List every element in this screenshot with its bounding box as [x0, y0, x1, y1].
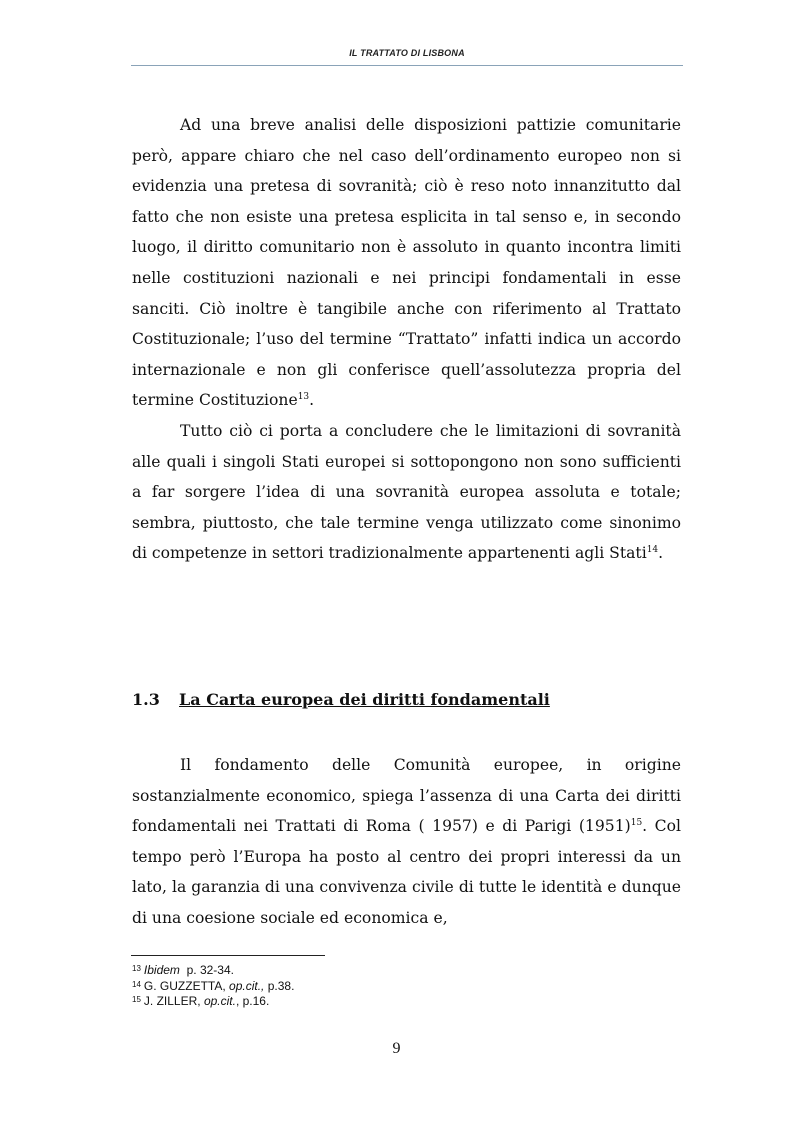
footnote-number: 15 — [132, 995, 141, 1004]
footnote-text: G. GUZZETTA, — [143, 978, 230, 993]
paragraph-text: Ad una breve analisi delle disposizioni pattizie comunitarie però, appare chiaro che nel caso dell’ordinamento europeo non si evidenzia una pretesa di sovranità; ciò è reso noto innanzitutto dal fatto che non esiste una pretesa esplicita in tal senso e, in secondo luogo, il diritto comunitario non è assoluto in quanto incontra limiti nelle costituzioni nazionali e nei principi fondamentali in esse sanciti. Ciò inoltre è tangibile anche con riferimento al Trattato Costituzionale; l’uso del termine “Trattato” infatti indica un accordo internazionale e non gli conferisce quell’assolutezza propria del termine Costituzione — [132, 116, 681, 410]
section-title: La Carta europea dei diritti fondamentali — [179, 690, 550, 709]
page-number: 9 — [392, 1040, 401, 1057]
footnote-italic: op.cit. — [203, 994, 236, 1008]
paragraph: Tutto ciò ci porta a concludere che le limitazioni di sovranità alle quali i singoli Stati europei si sottopongono non sono sufficienti a far sorgere l’idea di una sovranità europea assoluta e totale; sembra, piuttosto, che tale termine venga utilizzato come sinonimo di competenze in settori tradizionalmente appartenenti agli Stati$^{14}$. — [132, 421, 681, 563]
footnote — [132, 962, 681, 978]
section-heading — [132, 690, 681, 709]
footnote-separator — [131, 955, 325, 956]
running-header-title: IL TRATTATO DI LISBONA — [349, 48, 465, 58]
footnote-text: , p.16. — [235, 994, 270, 1008]
body-text-block — [132, 750, 681, 934]
footnote-text: p.38. — [264, 978, 295, 993]
paragraph-text: Tutto ciò ci porta a concludere che le limitazioni di sovranità alle quali i singoli Stati europei si sottopongono non sono sufficienti a far sorgere l’idea di una sovranità europea assoluta e totale; sembra, piuttosto, che tale termine venga utilizzato come sinonimo di competenze in settori tradizionalmente appartenenti agli Stati — [132, 421, 681, 563]
footnote-text: J. ZILLER, — [143, 994, 204, 1008]
footnote-italic: op.cit., — [229, 978, 265, 993]
paragraph-text: Il fondamento delle Comunità europee, in origine sostanzialmente economico, spiega l’assenza di una Carta dei diritti fondamentali nei Trattati di Roma ( 1957) e di Parigi (1951) — [132, 756, 681, 836]
footnote — [132, 993, 681, 1009]
footnote-italic: Ibidem — [143, 963, 180, 977]
footnote-reference[interactable]: 14 — [646, 545, 659, 556]
paragraph — [132, 750, 681, 934]
footnote-number: 14 — [132, 979, 141, 989]
footnote-reference[interactable]: 13 — [297, 392, 310, 403]
body-text-block — [132, 110, 681, 569]
footnote-reference[interactable]: 15 — [630, 818, 643, 829]
footnote-number: 13 — [132, 964, 141, 973]
footnote — [132, 978, 681, 994]
header-rule — [131, 65, 683, 66]
section-number: 1.3 — [132, 690, 160, 709]
footnote-text: p. 32-34. — [179, 963, 234, 977]
paragraph-text: . Col tempo però l’Europa ha posto al centro dei propri interessi da un lato, la garanzia di una convivenza civile di tutte le identità e dunque di una coesione sociale ed economica e, — [132, 817, 681, 927]
paragraph: Ad una breve analisi delle disposizioni pattizie comunitarie però, appare chiaro che nel caso dell’ordinamento europeo non si evidenzia una pretesa di sovranità; ciò è reso noto innanzitutto dal fatto che non esiste una pretesa esplicita in tal senso e, in secondo luogo, il diritto comunitario non è assoluto in quanto incontra limiti nelle costituzioni nazionali e nei principi fondamentali in esse sanciti. Ciò inoltre è tangibile anche con riferimento al Trattato Costituzionale; l’uso del termine “Trattato” infatti indica un accordo internazionale e non gli conferisce quell’assolutezza propria del termine Costituzione$^{13}$. — [132, 116, 681, 410]
footnotes — [132, 962, 681, 1009]
